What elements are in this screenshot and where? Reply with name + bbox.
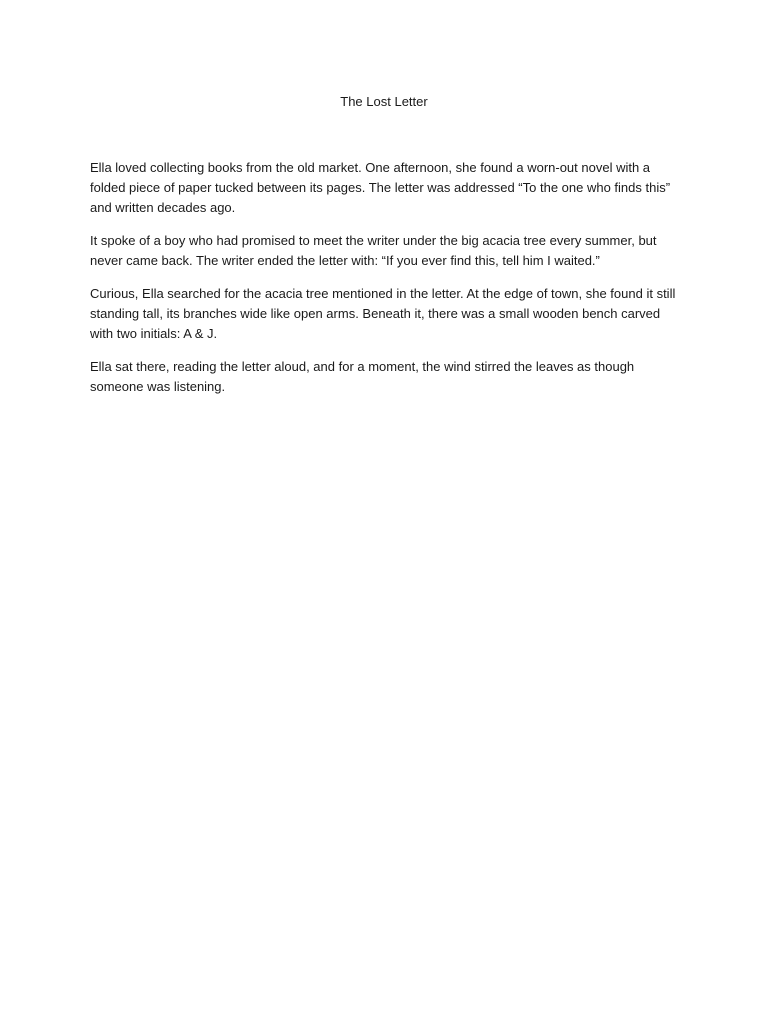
document-title: The Lost Letter	[340, 94, 428, 109]
document-body	[90, 158, 682, 410]
paragraph-2: It spoke of a boy who had promised to meet the writer under the big acacia tree every summer, but never came back. The writer ended the letter with: “If you ever find this, tell him I waited.”	[90, 233, 657, 268]
paragraph-3: Curious, Ella searched for the acacia tree mentioned in the letter. At the edge of town, she found it still standing tall, its branches wide like open arms. Beneath it, there was a small wooden bench carved with two initials: A & J.	[90, 286, 676, 341]
paragraph-4: Ella sat there, reading the letter aloud, and for a moment, the wind stirred the leaves as though someone was listening.	[90, 359, 635, 394]
paragraph-1: Ella loved collecting books from the old market. One afternoon, she found a worn-out novel with a folded piece of paper tucked between its pages. The letter was addressed “To the one who finds this” and written decades ago.	[90, 160, 671, 215]
